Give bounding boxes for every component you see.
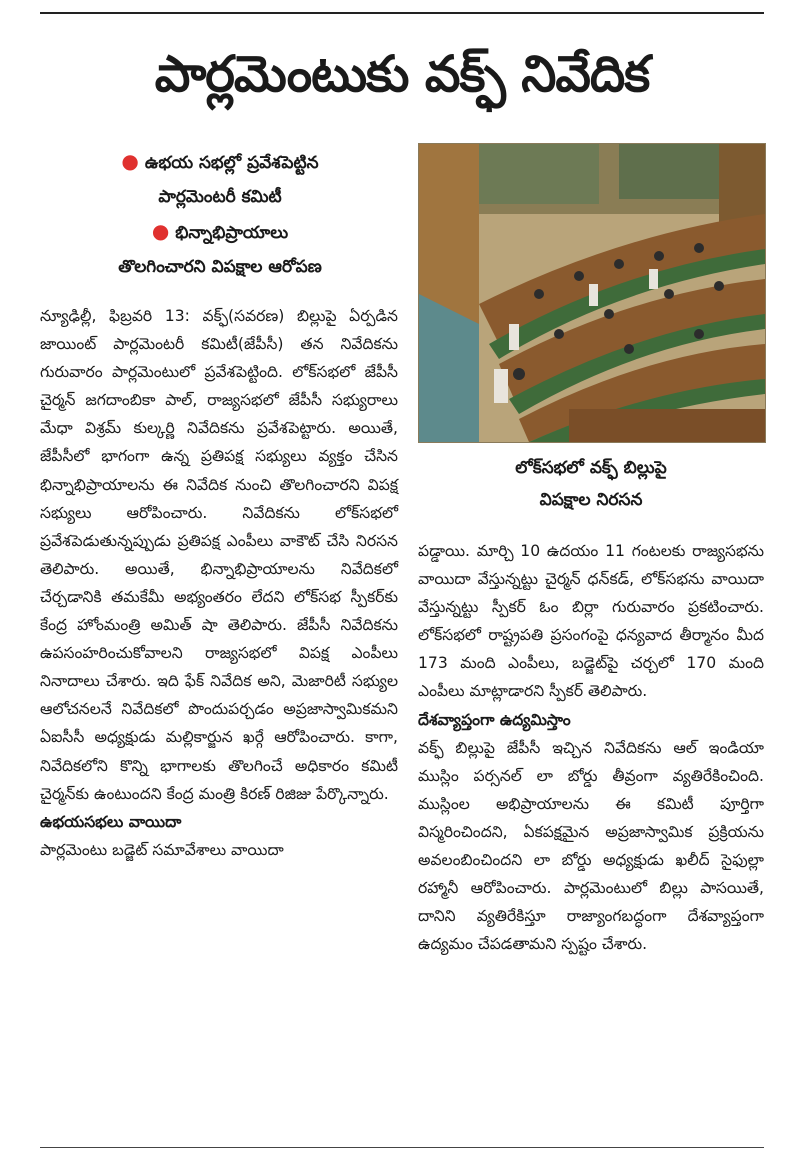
deck-line: ● ఉభయ సభల్లో ప్రవేశపెట్టిన xyxy=(121,149,319,173)
parliament-illustration xyxy=(419,144,765,442)
subhead-protest: దేశవ్యాప్తంగా ఉద్యమిస్తాం xyxy=(418,710,571,729)
right-column xyxy=(418,537,764,958)
top-rule xyxy=(40,12,764,14)
article-continued-text: పార్లమెంటు బడ్జెట్ సమావేశాలు వాయిదా xyxy=(40,840,284,859)
caption-line: విపక్షాల నిరసన xyxy=(539,490,643,510)
parliament-photo xyxy=(418,143,766,443)
deck-block xyxy=(40,148,400,288)
caption-line: లోక్‌సభలో వక్ఫ్ బిల్లుపై xyxy=(515,458,667,478)
bottom-rule xyxy=(40,1147,764,1148)
article-body-right: పడ్డాయి. మార్చి 10 ఉదయం 11 గంటలకు రాజ్యసభను వాయిదా వేస్తున్నట్టు చైర్మన్ ధన్‌కడ్, లోక్‌సభను వాయిదా వేస్తున్నట్టు స్పీకర్ ఓం బిర్లా గురువారం ప్రకటించారు. లోక్‌సభలో రాష్ట్రపతి ప్రసంగంపై ధన్యవాద తీర్మానం మీద 173 మంది ఎంపీలు, బడ్జెట్‌పై చర్చలో 170 మంది ఎంపీలు మాట్లాడారని స్పీకర్ తెలిపారు. xyxy=(418,542,764,701)
headline: పార్లమెంటుకు వక్ఫ్ నివేదిక xyxy=(154,45,650,103)
deck-line: తొలగించారని విపక్షాల ఆరోపణ xyxy=(118,257,322,277)
left-column xyxy=(40,302,398,864)
photo-caption xyxy=(418,452,764,516)
subhead-adjourned: ఉభయసభలు వాయిదా xyxy=(40,812,182,831)
deck-line: ● భిన్నాభిప్రాయాలు xyxy=(151,219,289,243)
deck-line: పార్లమెంటరీ కమిటీ xyxy=(158,187,282,207)
article-body-left: న్యూఢిల్లీ, ఫిబ్రవరి 13: వక్ఫ్(సవరణ) బిల్లుపై ఏర్పడిన జాయింట్ పార్లమెంటరీ కమిటీ(జేపీసీ) తన నివేదికను గురువారం పార్లమెంటులో ప్రవేశపెట్టింది. లోక్‌సభలో జేపీసీ చైర్మన్ జగదాంబికా పాల్, రాజ్యసభలో జేపీసీ సభ్యురాలు మేధా విశ్రమ్ కుల్కర్ణి నివేదికను ప్రవేశపెట్టారు. అయితే, జేపీసీలో భాగంగా ఉన్న ప్రతిపక్ష సభ్యులు వ్యక్తం చేసిన భిన్నాభిప్రాయాలను ఈ నివేదిక నుంచి తొలగించారని విపక్ష సభ్యులు ఆరోపించారు. నివేదికను లోక్‌సభలో ప్రవేశపెడుతున్నప్పుడు ప్రతిపక్ష ఎంపీలు వాకౌట్ చేసి నిరసన తెలిపారు. అయితే, భిన్నాభిప్రాయాలను నివేదికలో చేర్చడానికి తమకేమీ అభ్యంతరం లేదని లోక్‌సభ స్పీకర్‌కు కేంద్ర హోంమంత్రి అమిత్ షా తెలిపారు. జేపీసీ నివేదికను ఉపసంహరించుకోవాలని రాజ్యసభలో విపక్ష ఎంపీలు నినాదాలు చేశారు. ఇది ఫేక్ నివేదిక అని, మెజారిటీ సభ్యుల ఆలోచనలనే నివేదికలో పొందుపర్చడం అప్రజాస్వామికమని ఏఐసీసీ అధ్యక్షుడు మల్లికార్జున ఖర్గే ఆరోపించారు. కాగా, నివేదికలోని కొన్ని భాగాలకు తొలగించే అధికారం కమిటీ చైర్మన్‌కు ఉంటుందని కేంద్ర మంత్రి కిరణ్ రిజిజు పేర్కొన్నారు. xyxy=(40,307,398,803)
article-body-right-tail: వక్ఫ్ బిల్లుపై జేపీసీ ఇచ్చిన నివేదికను ఆల్ ఇండియా ముస్లిం పర్సనల్ లా బోర్డు తీవ్రంగా వ్యతిరేకించింది. ముస్లింల అభిప్రాయాలను ఈ కమిటీ పూర్తిగా విస్మరించిందని, ఏకపక్షమైన అప్రజాస్వామిక ప్రక్రియను అవలంబించిందని లా బోర్డు అధ్యక్షుడు ఖలీద్ సైఫుల్లా రహ్మానీ ఆరోపించారు. పార్లమెంటులో బిల్లు పాసయితే, దానిని వ్యతిరేకిస్తూ రాజ్యాంగబద్ధంగా దేశవ్యాప్తంగా ఉద్యమం చేపడతామని స్పష్టం చేశారు. xyxy=(418,738,764,954)
bullet-icon: ● xyxy=(121,149,139,173)
bullet-icon: ● xyxy=(151,219,170,243)
